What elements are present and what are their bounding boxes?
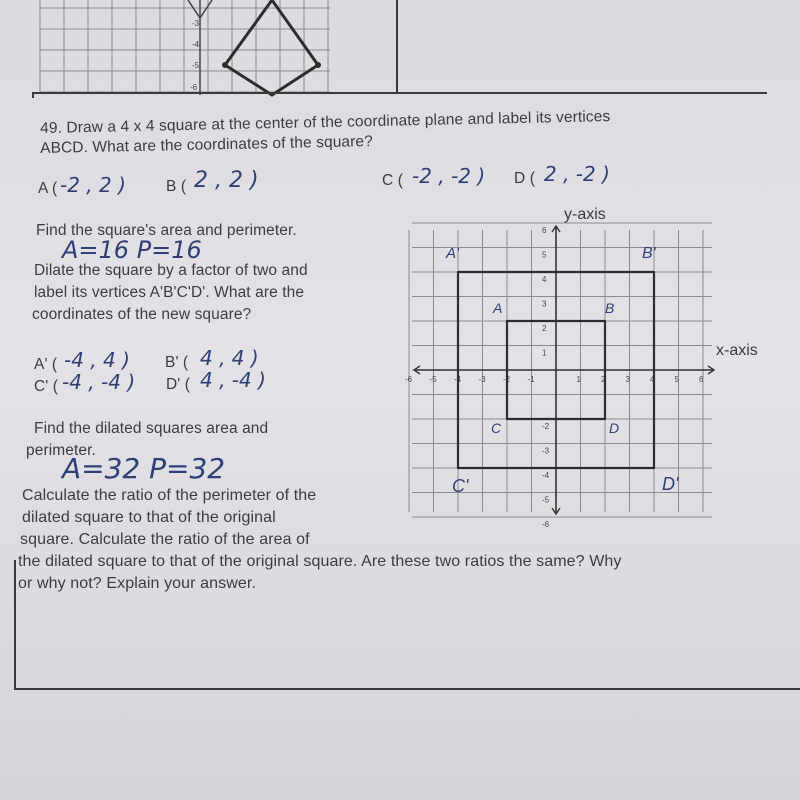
answer-d-label: D ( <box>514 170 535 187</box>
ratio-line-5: or why not? Explain your answer. <box>18 575 256 592</box>
ratio-line-1: Calculate the ratio of the perimeter of the <box>22 487 317 504</box>
label-c: C <box>491 420 502 436</box>
x-tick-label: 4 <box>650 375 655 384</box>
label-d-prime: D' <box>662 474 679 494</box>
answer-a-value: -2 , 2 ) <box>60 173 126 197</box>
label-b: B <box>605 300 615 316</box>
top-tick-neg5: -5 <box>192 61 200 70</box>
ratio-line-3: square. Calculate the ratio of the area of <box>20 531 310 548</box>
dilated-c-value: -4 , -4 ) <box>62 370 136 394</box>
top-divider <box>396 0 398 92</box>
x-tick-label: -1 <box>527 375 535 384</box>
top-tick-neg4: -4 <box>192 40 200 49</box>
top-tick-neg3: -3 <box>192 19 200 28</box>
y-tick-label: -3 <box>542 446 550 456</box>
label-b-prime: B' <box>642 245 656 262</box>
top-tick-neg6: -6 <box>190 83 198 92</box>
answer-d-value: 2 , -2 ) <box>544 162 610 186</box>
dilated-d-label: D' ( <box>166 376 191 393</box>
x-tick-label: 5 <box>674 375 679 384</box>
x-tick-label: 6 <box>699 375 704 384</box>
dilated-c-label: C' ( <box>34 378 59 395</box>
dilated-a-label: A' ( <box>34 356 58 373</box>
dilate-line-2: label its vertices A'B'C'D'. What are the <box>34 284 305 301</box>
y-tick-label: -5 <box>542 495 550 505</box>
answer-b-label: B ( <box>166 178 187 195</box>
y-tick-label: -4 <box>542 471 550 480</box>
y-tick-label: 2 <box>542 324 547 333</box>
answer-a-label: A ( <box>38 180 58 197</box>
x-tick-label: 1 <box>576 375 581 384</box>
dilated-area-answer: A=32 P=32 <box>62 452 226 485</box>
y-axis-title: y-axis <box>564 206 606 223</box>
y-tick-label: 3 <box>542 299 547 309</box>
ratio-line-4: the dilated square to that of the original square. Are these two ratios the same? Why <box>18 553 622 570</box>
label-a-prime: A' <box>446 245 459 262</box>
area-answer: A=16 P=16 <box>62 236 202 264</box>
dilated-b-label: B' ( <box>165 354 189 371</box>
ratio-line-2: dilated square to that of the original <box>22 509 276 526</box>
dilated-a-value: -4 , 4 ) <box>64 348 130 372</box>
label-a: A <box>493 300 503 316</box>
problem-text-1: Draw a 4 x 4 square at the center of the coordinate plane and label its vertices <box>66 108 611 137</box>
x-tick-label: -5 <box>429 375 437 384</box>
problem-number: 49. <box>40 119 63 137</box>
dilated-area-line-1: Find the dilated squares area and <box>34 420 269 437</box>
answer-c-label: C ( <box>382 172 403 189</box>
label-c-prime: C' <box>452 476 469 496</box>
previous-graph <box>40 0 330 98</box>
x-axis-title: x-axis <box>716 342 758 359</box>
problem-line-2: ABCD. What are the coordinates of the square? <box>40 133 374 157</box>
dilated-area-line-2: perimeter. <box>26 442 96 459</box>
answer-c-value: -2 , -2 ) <box>412 164 486 188</box>
dilate-line-3: coordinates of the new square? <box>32 306 252 323</box>
y-tick-label: -2 <box>542 422 550 431</box>
dilated-b-value: 4 , 4 ) <box>200 346 259 370</box>
box-bottom-border <box>14 688 800 690</box>
box-top-border <box>32 92 767 94</box>
x-tick-label: -4 <box>454 375 462 384</box>
x-tick-label: 3 <box>625 375 630 384</box>
y-tick-label: 4 <box>542 275 547 284</box>
x-tick-label: 2 <box>601 375 606 384</box>
dilated-d-value: 4 , -4 ) <box>200 368 266 392</box>
answer-b-value: 2 , 2 ) <box>194 168 259 193</box>
x-tick-label: -6 <box>405 375 413 384</box>
box-left-border <box>14 560 16 690</box>
x-tick-label: -3 <box>478 375 486 384</box>
y-tick-label: 5 <box>542 250 547 260</box>
y-tick-label: -6 <box>542 520 550 529</box>
label-d: D <box>609 420 620 436</box>
y-tick-label: 6 <box>542 226 547 235</box>
area-prompt: Find the square's area and perimeter. <box>36 222 297 239</box>
coordinate-plane <box>405 222 722 529</box>
x-tick-label: -2 <box>503 375 511 384</box>
dilate-line-1: Dilate the square by a factor of two and <box>34 262 308 279</box>
y-tick-label: 1 <box>542 348 547 358</box>
